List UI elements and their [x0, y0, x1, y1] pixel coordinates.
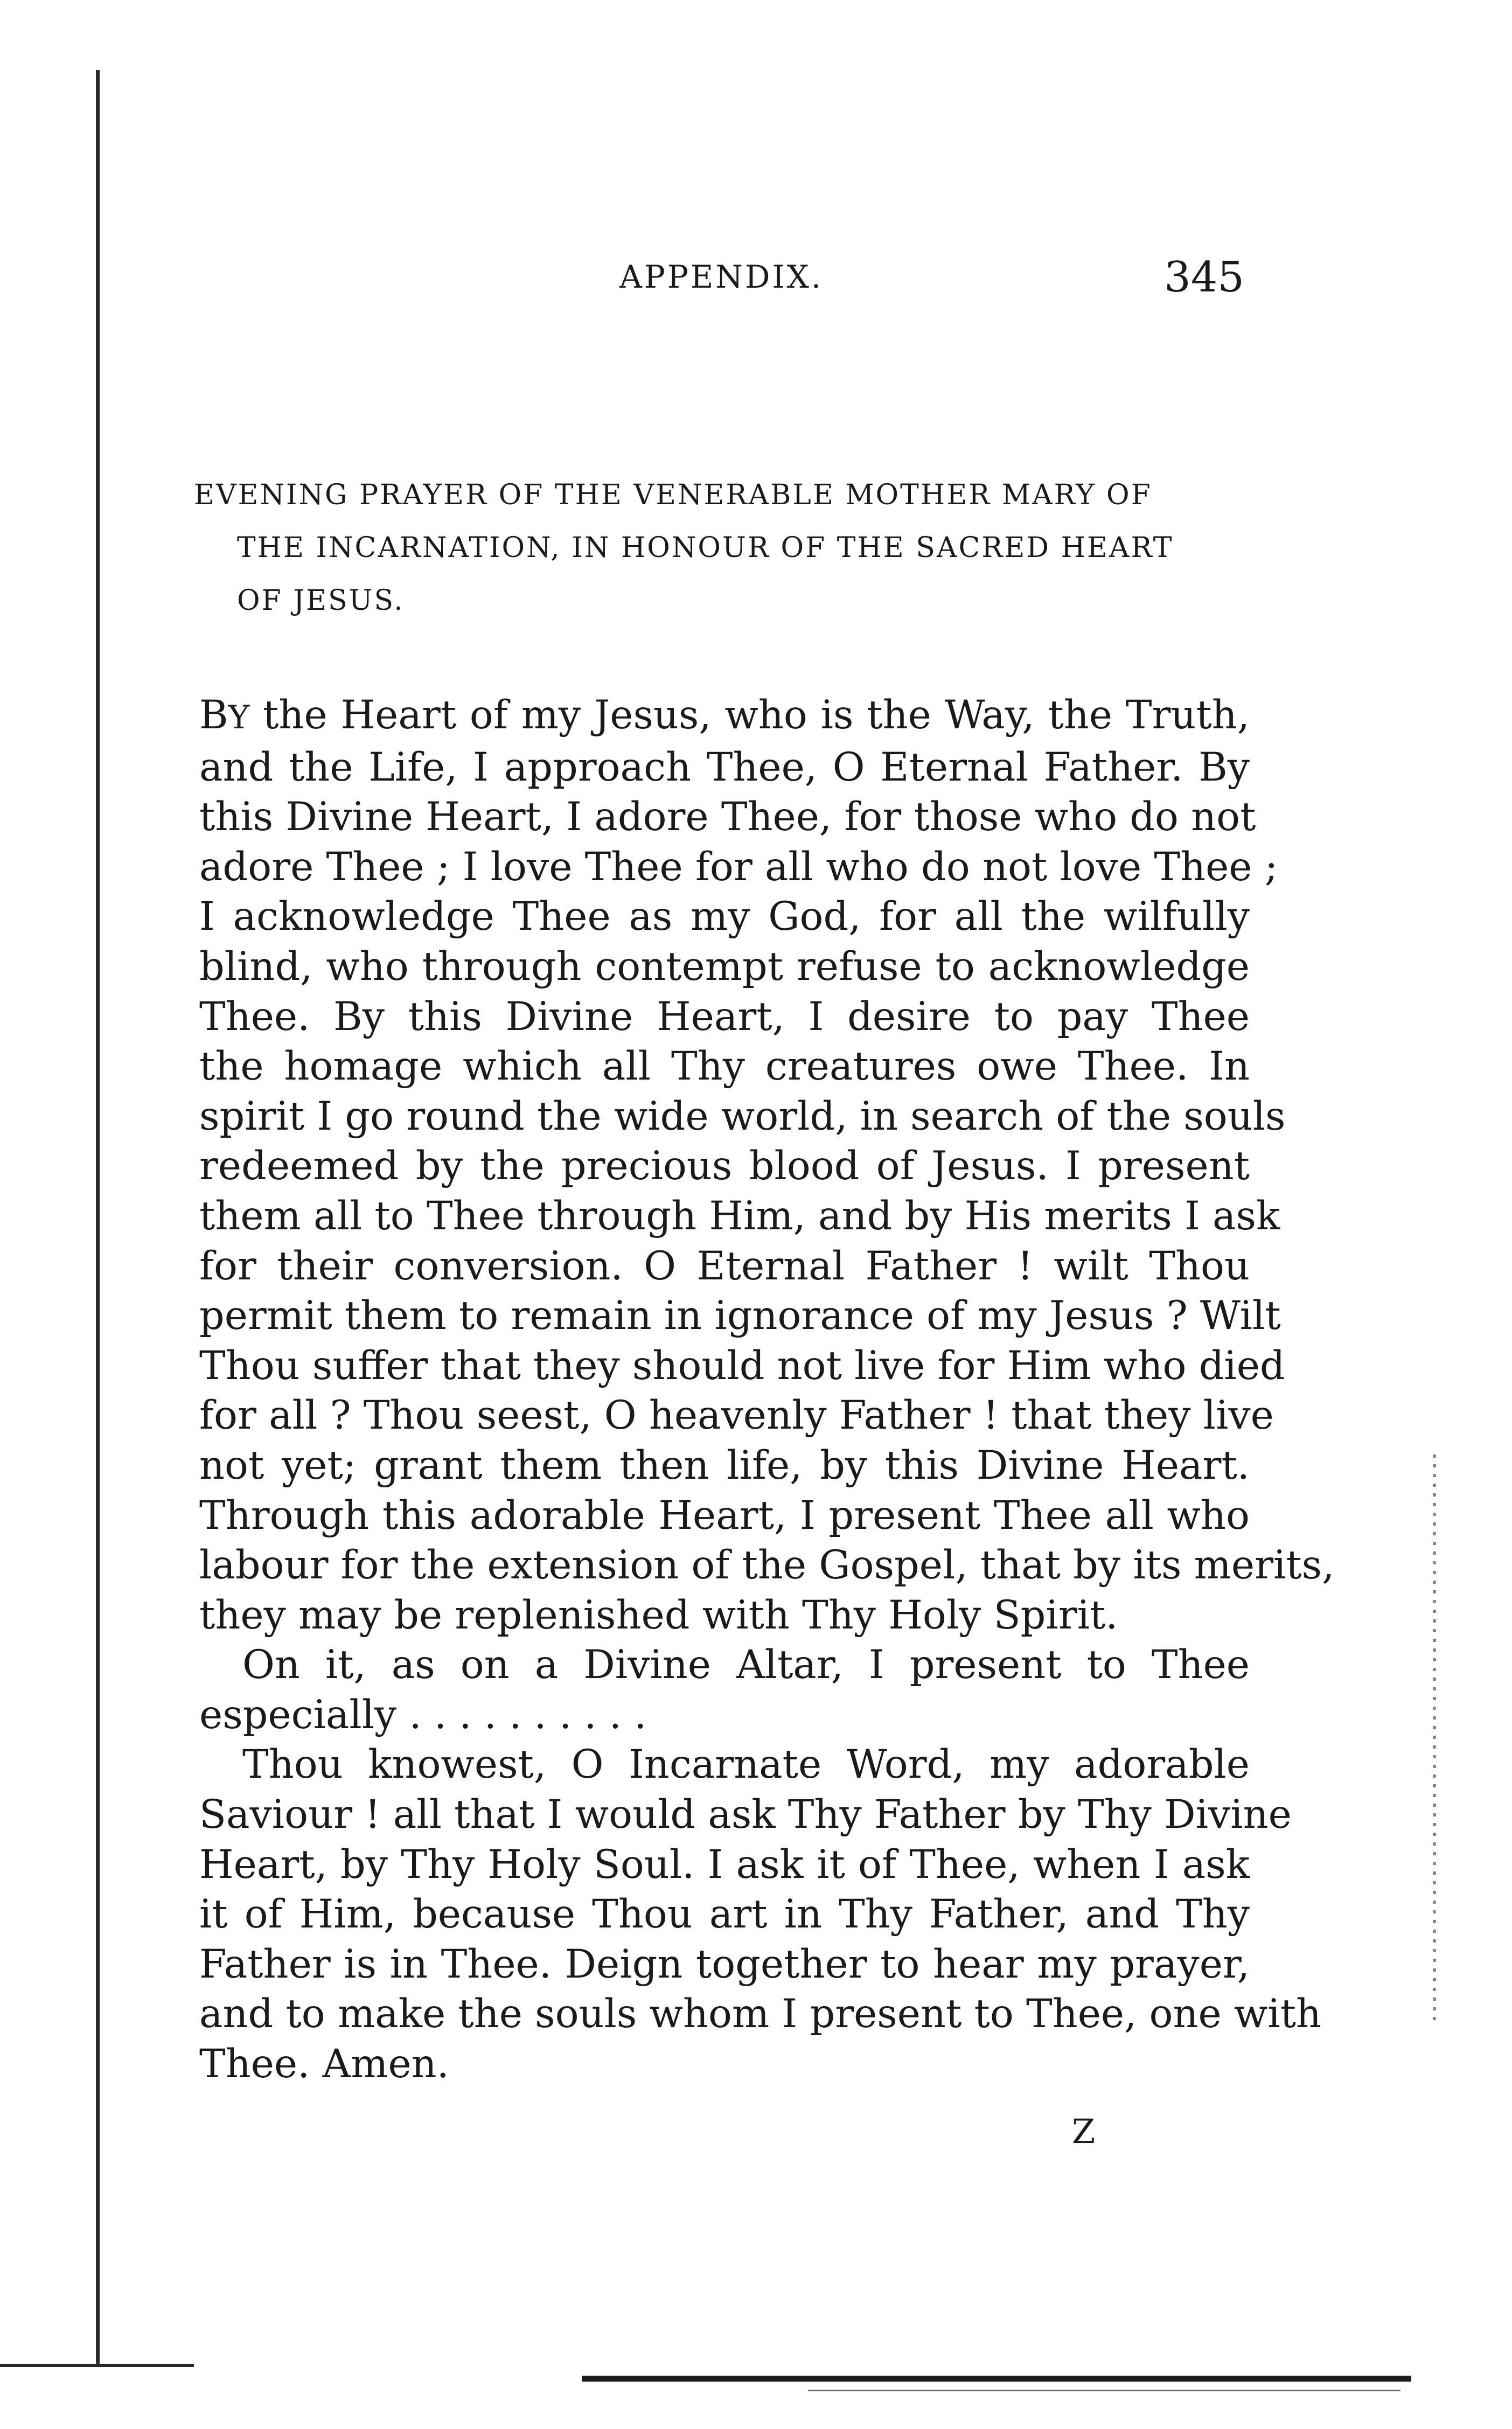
text-line: Thou suffer that they should not live for Him who died [199, 1342, 1285, 1389]
heading-line: EVENING PRAYER OF THE VENERABLE MOTHER MARY OF [194, 479, 1152, 511]
text-line [199, 691, 1250, 743]
text-line: especially . . . . . . . . . . [199, 1692, 647, 1738]
text-line: and the Life, I approach Thee, O Eternal Father. By [199, 744, 1250, 790]
text-line: Father is in Thee. Deign together to hear my prayer, [199, 1941, 1250, 1987]
text-line-rest: the Heart of my Jesus, who is the Way, the Truth, [263, 692, 1250, 738]
bottom-rule-thin [808, 2390, 1400, 2391]
initial-smallcap: Y [228, 699, 250, 736]
page-edge-foot [0, 2364, 194, 2367]
text-line: spirit I go round the wide world, in search of the souls [199, 1093, 1286, 1139]
text-line: Thee. Amen. [199, 2041, 449, 2087]
text-line: and to make the souls whom I present to Thee, one with [199, 1991, 1322, 2037]
prayer-text [199, 691, 1335, 2090]
text-line: the homage which all Thy creatures owe Thee. In [199, 1043, 1250, 1090]
text-line: Thee. By this Divine Heart, I desire to pay Thee [199, 993, 1250, 1040]
text-line: I acknowledge Thee as my God, for all the wilfully [199, 894, 1250, 940]
text-line: redeemed by the precious blood of Jesus. I present [199, 1143, 1250, 1189]
binding-speckle [1433, 1454, 1436, 2020]
text-line: Saviour ! all that I would ask Thy Father by Thy Divine [199, 1792, 1292, 1838]
text-line: not yet; grant them then life, by this Divine Heart. [199, 1442, 1250, 1488]
initial-letter: B [199, 692, 228, 738]
text-line: blind, who through contempt refuse to acknowledge [199, 943, 1250, 990]
page-edge-line [96, 70, 100, 2365]
bottom-rule [582, 2376, 1411, 2382]
text-line: for all ? Thou seest, O heavenly Father ! that they live [199, 1393, 1274, 1439]
page-number: 345 [1164, 253, 1244, 302]
text-line: them all to Thee through Him, and by His merits I ask [199, 1193, 1280, 1239]
text-line: permit them to remain in ignorance of my Jesus ? Wilt [199, 1293, 1281, 1339]
text-line: this Divine Heart, I adore Thee, for those who do not [199, 794, 1256, 840]
text-line: adore Thee ; I love Thee for all who do not love Thee ; [199, 844, 1278, 890]
signature-mark: Z [1072, 2112, 1096, 2151]
running-head [199, 253, 1244, 307]
text-line: Through this adorable Heart, I present Thee all who [199, 1492, 1250, 1539]
heading-line: THE INCARNATION, IN HONOUR OF THE SACRED HEART [237, 532, 1174, 564]
text-line: On it, as on a Divine Altar, I present to Thee [242, 1642, 1250, 1688]
text-line: Heart, by Thy Holy Soul. I ask it of Thee, when I ask [199, 1841, 1250, 1888]
text-line: they may be replenished with Thy Holy Spirit. [199, 1592, 1118, 1638]
text-line: labour for the extension of the Gospel, that by its merits, [199, 1542, 1335, 1589]
text-line: it of Him, because Thou art in Thy Father, and Thy [199, 1891, 1250, 1938]
text-line: for their conversion. O Eternal Father ! wilt Thou [199, 1243, 1250, 1289]
running-title: APPENDIX. [619, 259, 824, 295]
heading-line: OF JESUS. [237, 584, 405, 617]
text-line: Thou knowest, O Incarnate Word, my adorable [242, 1742, 1250, 1788]
section-heading [194, 469, 1250, 627]
